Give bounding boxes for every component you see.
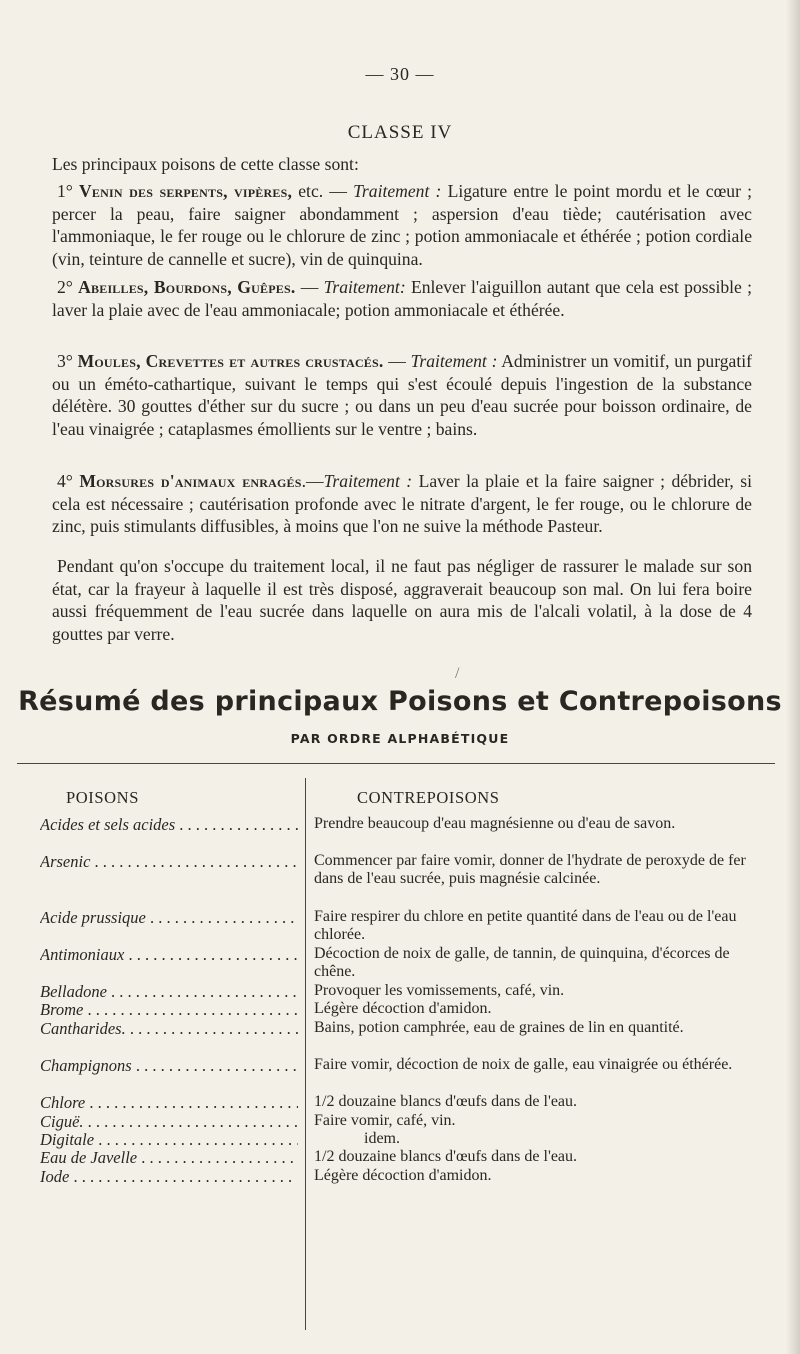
poisons-column-header: POISONS (66, 788, 139, 807)
antidote-row: Faire respirer du chlore en petite quantité dans de l'eau ou de l'eau chlorée. (314, 908, 737, 944)
poison-row: Acide prussique . . . (40, 908, 298, 930)
poison-row: Brome . . . (40, 1000, 298, 1022)
section-heading-tail: .— (301, 471, 324, 491)
class-heading: CLASSE IV (347, 122, 453, 143)
section-heading: Venin des serpents, vipères, (79, 181, 293, 201)
poison-row: Arsenic . . . (40, 852, 298, 874)
poison-row: Eau de Javelle . . . (40, 1148, 298, 1170)
antidote-row: Provoquer les vomissements, café, vin. (314, 982, 565, 999)
antidote-row: Commencer par faire vomir, donner de l'hydrate de peroxyde de fer dans de l'eau sucrée, puis magnésie calcinée. (314, 852, 746, 888)
poison-row: Iode . . . (40, 1167, 298, 1189)
section-bees-wasps (52, 276, 752, 321)
poison-row: Digitale . . . (40, 1130, 298, 1152)
treatment-label: Traitement : (353, 181, 442, 201)
section-heading: Abeilles, Bourdons, Guêpes. (78, 277, 296, 297)
antidote-row: 1/2 douzaine blancs d'œufs dans de l'eau. (314, 1093, 578, 1110)
antidote-row: Prendre beaucoup d'eau magnésienne ou d'eau de savon. (314, 815, 676, 832)
section-heading-tail: etc. — (292, 181, 354, 201)
page-edge-shadow (786, 0, 800, 1354)
section-number: 3° (57, 351, 73, 371)
treatment-label: Traitement: (323, 277, 406, 297)
poison-row: Chlore . . . (40, 1093, 298, 1115)
section-heading: Morsures d'animaux enragés (79, 471, 302, 491)
section-rabid-bites (52, 470, 752, 538)
section-text: Enlever l'aiguillon autant que cela est possible ; laver la plaie avec de l'eau ammoniacale; potion ammoniacale et éthérée. (52, 277, 752, 320)
antidote-row: Légère décoction d'amidon. (314, 1167, 492, 1184)
section-text: Administrer un vomitif, un purgatif ou un éméto-cathartique, suivant le temps qui s'est écoulé depuis l'ingestion de la substance délétère. 30 gouttes d'éther sur du sucre ; ou dans un peu d'eau sucrée pour boisson ordinaire, de l'eau vinaigrée ; cataplasmes émollients sur le ventre ; bains. (52, 351, 752, 439)
section-heading: Moules, Crevettes et autres crustacés. (77, 351, 384, 371)
antidote-row: Faire vomir, décoction de noix de galle, eau vinaigrée ou éthérée. (314, 1056, 733, 1073)
section-text: Ligature entre le point mordu et le cœur ; percer la peau, faire saigner abondamment ; aspersion d'eau tiède; cautérisation avec l'ammoniaque, le fer rouge ou le chlorure de zinc ; potion ammoniacale et éthérée ; potion cordiale (vin, teinture de cannelle et sucre), vin de quinquina. (52, 181, 753, 269)
section-text: Laver la plaie et la faire saigner ; débrider, si cela est nécessaire ; cautérisation profonde avec le nitrate d'argent, le fer rouge, ou le chlorure de zinc, puis stimulants diffusibles, à moins que l'on ne suive la méthode Pasteur. (52, 471, 752, 537)
antidote-row: Bains, potion camphrée, eau de graines de lin en quantité. (314, 1019, 684, 1036)
poison-row: Ciguë. . . . (40, 1112, 298, 1134)
paragraph-reassure: Pendant qu'on s'occupe du traitement local, il ne faut pas négliger de rassurer le malade sur son état, car la frayeur à laquelle il est très disposé, aggraverait beaucoup son mal. On lui fera boire aussi fréquemment de l'eau sucrée dans laquelle on aura mis de l'alcali volatil, à la dose de 4 gouttes par verre. (52, 556, 752, 644)
poison-row: Cantharides. . . . (40, 1019, 298, 1041)
stray-mark: / (455, 665, 460, 682)
intro-sentence: Les principaux poisons de cette classe sont: (52, 154, 359, 174)
antidotes-column-header: CONTREPOISONS (357, 788, 500, 807)
section-number: 4° (57, 471, 73, 491)
section-venomous-snakes (52, 180, 752, 270)
section-heading-tail: — (295, 277, 324, 297)
antidote-row: idem. (364, 1130, 400, 1147)
table-top-rule (17, 763, 775, 764)
summary-title: Résumé des principaux Poisons et Contrepoisons (18, 686, 782, 717)
section-shellfish (52, 350, 752, 440)
treatment-label: Traitement : (410, 351, 498, 371)
treatment-label: Traitement : (323, 471, 413, 491)
section-number: 2° (57, 277, 73, 297)
antidote-row: Légère décoction d'amidon. (314, 1000, 492, 1017)
antidote-row: 1/2 douzaine blancs d'œufs dans de l'eau. (314, 1148, 578, 1165)
antidote-row: Décoction de noix de galle, de tannin, de quinquina, d'écorces de chêne. (314, 945, 730, 981)
summary-subtitle: PAR ORDRE ALPHABÉTIQUE (290, 731, 510, 746)
poison-row: Antimoniaux . . . (40, 945, 298, 967)
poison-row: Champignons . . . (40, 1056, 298, 1078)
section-heading-tail: — (383, 351, 411, 371)
section-number: 1° (57, 181, 73, 201)
table-column-divider (305, 778, 306, 1330)
poison-row: Belladone . . . (40, 982, 298, 1004)
poison-row: Acides et sels acides . . . (40, 815, 298, 837)
antidote-row: Faire vomir, café, vin. (314, 1112, 456, 1129)
page-number: — 30 — (365, 64, 435, 84)
